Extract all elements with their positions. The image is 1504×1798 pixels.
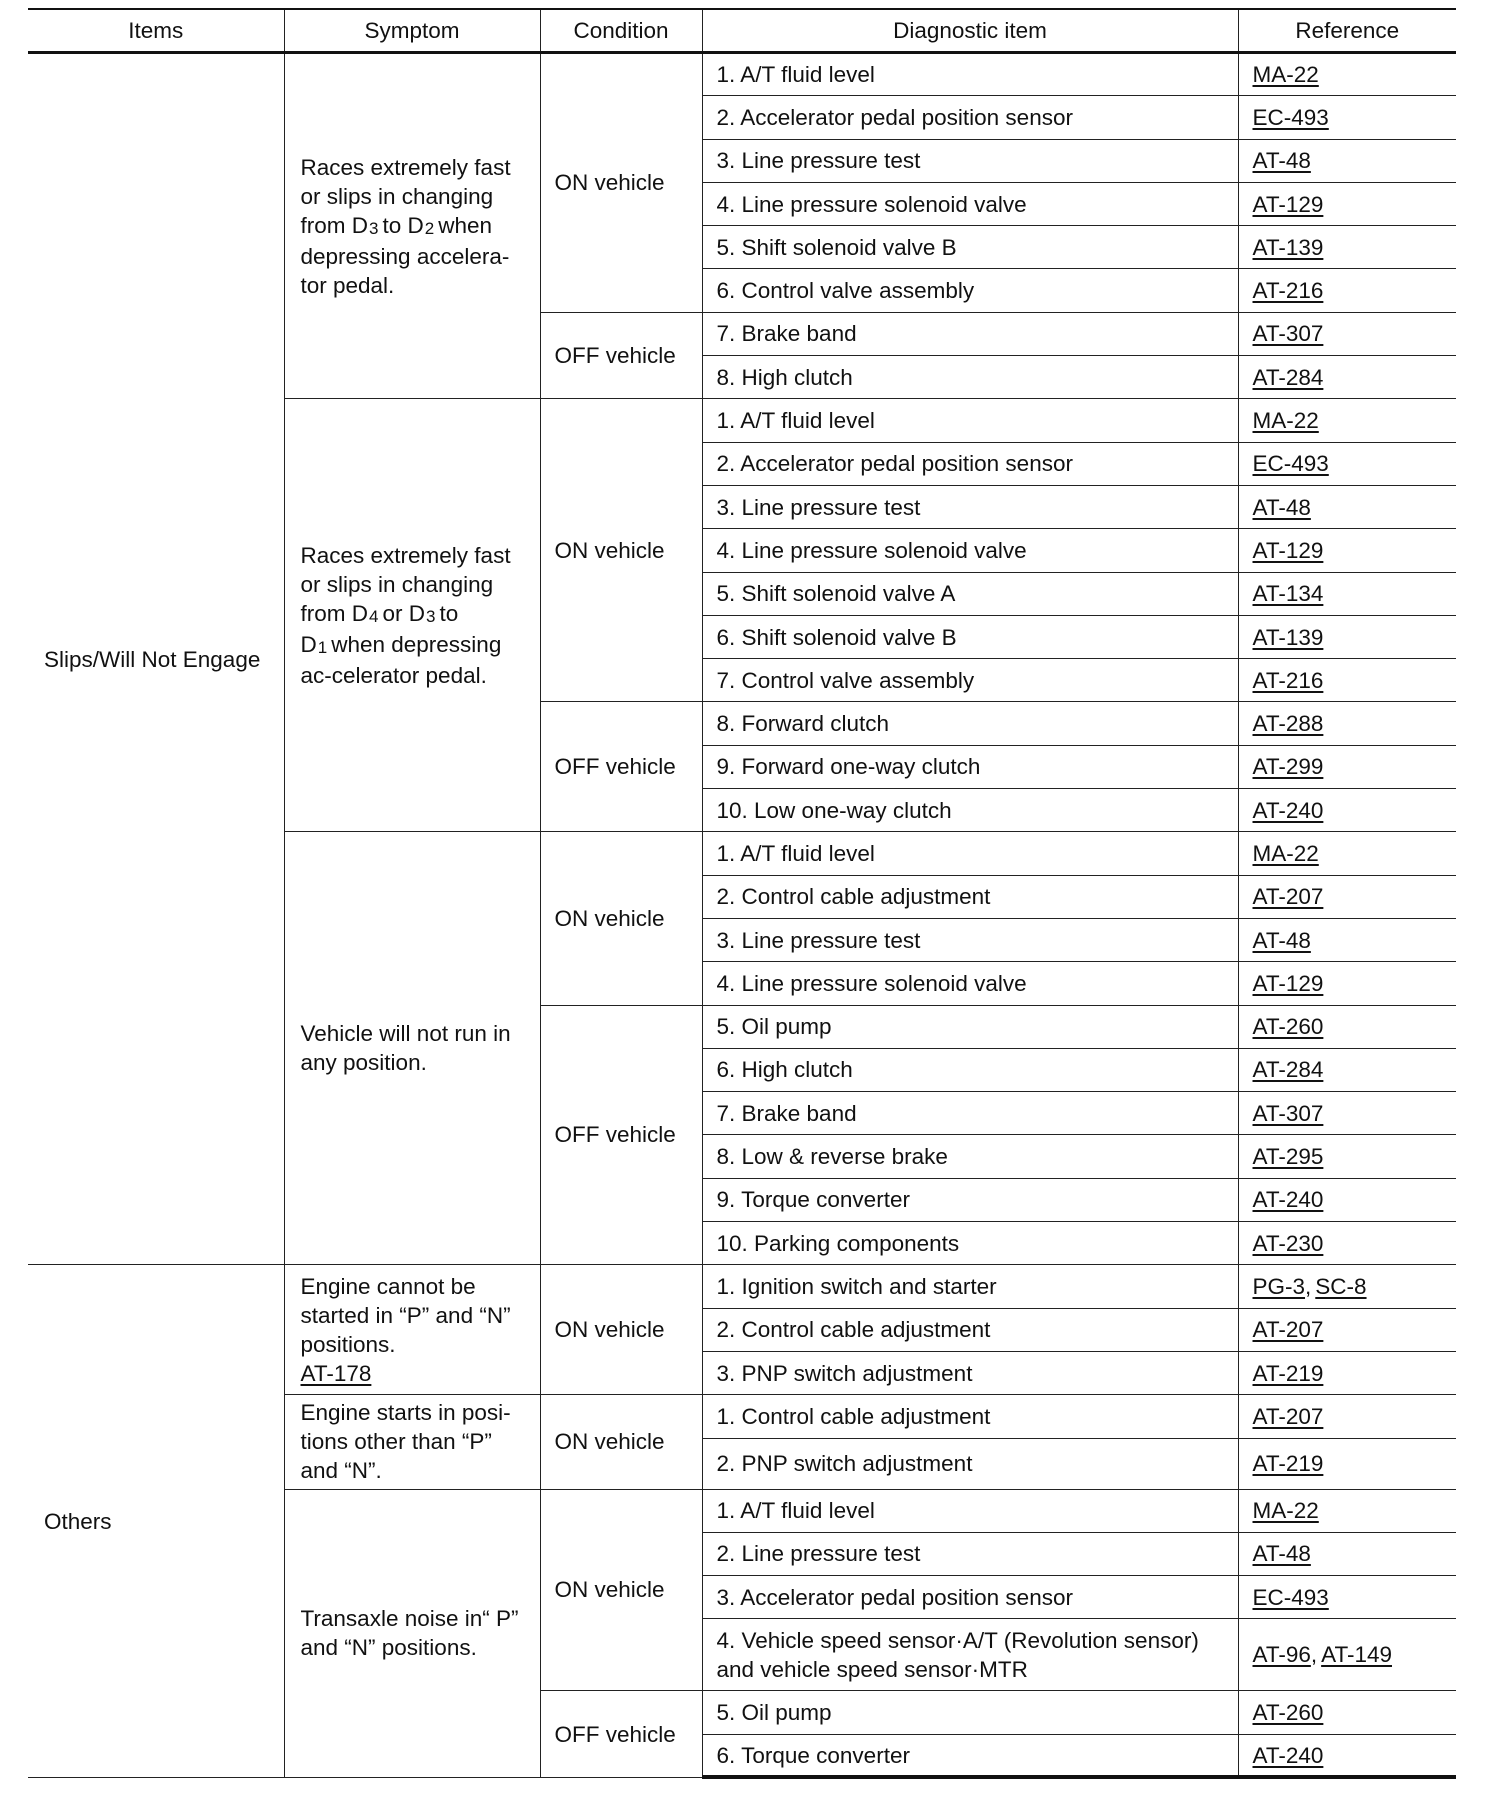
reference-link[interactable]: AT-307 (1252, 321, 1324, 347)
reference-cell (1238, 1576, 1456, 1619)
reference-link[interactable]: AT-288 (1252, 711, 1324, 737)
reference-cell (1238, 1092, 1456, 1135)
table-row (28, 1265, 1456, 1308)
symptom-text: when depressing ac-celerator pedal. (300, 631, 502, 688)
reference-cell (1238, 269, 1456, 312)
reference-link[interactable]: AT-96 (1252, 1642, 1311, 1668)
reference-link[interactable]: AT-207 (1252, 1317, 1324, 1343)
diagnostic-item-cell: 4. Line pressure solenoid valve (702, 182, 1238, 225)
diagnostic-item-cell: 6. High clutch (702, 1048, 1238, 1091)
symptom-text: or D (382, 600, 425, 626)
reference-cell (1238, 1619, 1456, 1691)
reference-link[interactable]: AT-260 (1252, 1014, 1324, 1040)
reference-link[interactable]: AT-129 (1252, 191, 1324, 217)
diagnostic-item-cell: 6. Torque converter (702, 1734, 1238, 1777)
diagnostic-item-cell: 3. Accelerator pedal position sensor (702, 1576, 1238, 1619)
diagnostic-item-cell: 2. Control cable adjustment (702, 1308, 1238, 1351)
reference-link[interactable]: AT-207 (1252, 1403, 1324, 1429)
header-items: Items (28, 9, 284, 53)
condition-cell: ON vehicle (540, 1489, 702, 1691)
reference-link[interactable]: AT-48 (1252, 494, 1311, 520)
reference-link[interactable]: AT-216 (1252, 667, 1324, 693)
reference-cell (1238, 312, 1456, 355)
diagnostic-item-cell: 7. Brake band (702, 312, 1238, 355)
symptom-cell: Vehicle will not run in any position. (284, 832, 540, 1265)
diagnostic-item-cell: 3. Line pressure test (702, 485, 1238, 528)
diagnostic-item-cell: 7. Control valve assembly (702, 659, 1238, 702)
reference-cell (1238, 702, 1456, 745)
diagnostic-item-cell: 2. Accelerator pedal position sensor (702, 442, 1238, 485)
reference-cell (1238, 1265, 1456, 1308)
diagnostic-item-cell: 2. PNP switch adjustment (702, 1438, 1238, 1489)
diagnostic-item-cell: 7. Brake band (702, 1092, 1238, 1135)
reference-link[interactable]: AT-149 (1321, 1642, 1392, 1668)
reference-cell (1238, 399, 1456, 442)
reference-link[interactable]: AT-307 (1252, 1100, 1324, 1126)
reference-link[interactable]: MA-22 (1252, 840, 1319, 866)
reference-link[interactable]: AT-139 (1252, 234, 1324, 260)
header-reference: Reference (1238, 9, 1456, 53)
reference-cell (1238, 356, 1456, 399)
reference-cell (1238, 226, 1456, 269)
reference-cell (1238, 1005, 1456, 1048)
reference-cell (1238, 1438, 1456, 1489)
header-row (28, 9, 1456, 53)
condition-cell: OFF vehicle (540, 1005, 702, 1265)
header-diagnostic-item: Diagnostic item (702, 9, 1238, 53)
condition-cell: ON vehicle (540, 53, 702, 313)
reference-link[interactable]: EC-493 (1252, 451, 1329, 477)
condition-cell: ON vehicle (540, 1395, 702, 1489)
diagnostic-item-cell: 8. Low & reverse brake (702, 1135, 1238, 1178)
reference-cell (1238, 918, 1456, 961)
item-cell-slips: Slips/Will Not Engage (28, 53, 284, 1265)
reference-separator: , (1305, 1273, 1312, 1299)
reference-link[interactable]: AT-240 (1252, 1742, 1324, 1768)
reference-link[interactable]: AT-295 (1252, 1144, 1324, 1170)
reference-cell (1238, 875, 1456, 918)
reference-link[interactable]: SC-8 (1315, 1273, 1367, 1299)
diagnostic-table-container (28, 8, 1456, 1779)
diagnostic-item-cell: 4. Line pressure solenoid valve (702, 962, 1238, 1005)
reference-link[interactable]: AT-48 (1252, 927, 1311, 953)
gear-subscript: 3 (425, 606, 436, 626)
diagnostic-item-cell: 5. Shift solenoid valve B (702, 226, 1238, 269)
reference-cell (1238, 529, 1456, 572)
reference-link[interactable]: AT-48 (1252, 1541, 1311, 1567)
reference-cell (1238, 832, 1456, 875)
reference-link[interactable]: MA-22 (1252, 1498, 1319, 1524)
reference-link[interactable]: AT-260 (1252, 1700, 1324, 1726)
reference-link[interactable]: AT-284 (1252, 1057, 1324, 1083)
diagnostic-item-cell: 1. A/T fluid level (702, 53, 1238, 96)
reference-cell (1238, 1691, 1456, 1734)
reference-cell (1238, 572, 1456, 615)
reference-cell (1238, 1178, 1456, 1221)
reference-cell (1238, 789, 1456, 832)
reference-cell (1238, 96, 1456, 139)
reference-cell (1238, 1351, 1456, 1394)
reference-link[interactable]: AT-216 (1252, 278, 1324, 304)
condition-cell: ON vehicle (540, 399, 702, 702)
gear-subscript: 4 (369, 606, 379, 626)
reference-link[interactable]: AT-240 (1252, 1187, 1324, 1213)
reference-separator: , (1310, 1642, 1318, 1668)
condition-cell: ON vehicle (540, 832, 702, 1005)
reference-cell (1238, 1489, 1456, 1532)
reference-link[interactable]: AT-139 (1252, 624, 1324, 650)
diagnostic-item-cell: 3. Line pressure test (702, 139, 1238, 182)
reference-link[interactable]: AT-230 (1252, 1230, 1324, 1256)
header-symptom: Symptom (284, 9, 540, 53)
reference-link[interactable]: AT-207 (1252, 884, 1324, 910)
reference-cell (1238, 1532, 1456, 1575)
item-cell-others: Others (28, 1265, 284, 1778)
symptom-cell: Engine starts in posi-tions other than “P” and “N”. (284, 1395, 540, 1489)
symptom-cell: Transaxle noise in“ P” and “N” positions. (284, 1489, 540, 1777)
reference-link[interactable]: AT-48 (1252, 148, 1311, 174)
diagnostic-item-cell: 4. Vehicle speed sensor·A/T (Revolution sensor) and vehicle speed sensor·MTR (702, 1619, 1238, 1691)
symptom-text: Races extremely fast or slips in changing from D (300, 154, 511, 238)
reference-link[interactable]: AT-299 (1252, 754, 1324, 780)
table-row (28, 53, 1456, 96)
diagnostic-item-cell: 8. High clutch (702, 356, 1238, 399)
reference-link[interactable]: PG-3 (1252, 1273, 1306, 1299)
reference-link[interactable]: AT-129 (1252, 970, 1324, 996)
reference-cell (1238, 659, 1456, 702)
symptom-text: to D (382, 212, 424, 238)
reference-cell (1238, 182, 1456, 225)
diagnostic-item-cell: 5. Oil pump (702, 1005, 1238, 1048)
diagnostic-item-cell: 5. Oil pump (702, 1691, 1238, 1734)
diagnostic-item-cell: 1. Control cable adjustment (702, 1395, 1238, 1438)
diagnostic-item-cell: 4. Line pressure solenoid valve (702, 529, 1238, 572)
diagnostic-item-cell: 8. Forward clutch (702, 702, 1238, 745)
symptom-cell (284, 399, 540, 832)
diagnostic-item-cell: 1. Ignition switch and starter (702, 1265, 1238, 1308)
diagnostic-item-cell: 2. Accelerator pedal position sensor (702, 96, 1238, 139)
symptom-text: Races extremely fast or slips in changing from D (300, 542, 511, 626)
reference-link[interactable]: MA-22 (1252, 408, 1319, 434)
reference-link[interactable]: EC-493 (1252, 1584, 1329, 1610)
diagnostic-item-cell: 1. A/T fluid level (702, 1489, 1238, 1532)
diagnostic-table (28, 8, 1456, 1779)
diagnostic-item-cell: 2. Line pressure test (702, 1532, 1238, 1575)
symptom-cell (284, 53, 540, 399)
symptom-text: when depressing accelera-tor pedal. (300, 212, 510, 298)
reference-cell (1238, 1135, 1456, 1178)
reference-link[interactable]: AT-284 (1252, 364, 1324, 390)
reference-cell (1238, 442, 1456, 485)
reference-link[interactable]: EC-493 (1252, 104, 1329, 130)
reference-cell (1238, 485, 1456, 528)
condition-cell: OFF vehicle (540, 1691, 702, 1778)
reference-link[interactable]: AT-134 (1252, 581, 1324, 607)
diagnostic-item-cell: 5. Shift solenoid valve A (702, 572, 1238, 615)
diagnostic-item-cell: 10. Parking components (702, 1222, 1238, 1265)
reference-cell (1238, 615, 1456, 658)
diagnostic-item-cell: 2. Control cable adjustment (702, 875, 1238, 918)
symptom-reference-link[interactable]: AT-178 (300, 1360, 372, 1386)
diagnostic-item-cell: 1. A/T fluid level (702, 399, 1238, 442)
diagnostic-item-cell: 3. Line pressure test (702, 918, 1238, 961)
diagnostic-item-cell: 9. Forward one-way clutch (702, 745, 1238, 788)
reference-cell (1238, 1048, 1456, 1091)
reference-cell (1238, 962, 1456, 1005)
diagnostic-item-cell: 9. Torque converter (702, 1178, 1238, 1221)
table-body (28, 53, 1456, 1778)
condition-cell: ON vehicle (540, 1265, 702, 1395)
gear-subscript: 2 (424, 218, 435, 238)
reference-cell (1238, 1734, 1456, 1777)
reference-link[interactable]: AT-129 (1252, 537, 1324, 563)
reference-link[interactable]: AT-219 (1252, 1451, 1324, 1476)
symptom-text: Engine cannot be started in “P” and “N” positions. (300, 1273, 511, 1357)
condition-cell: OFF vehicle (540, 702, 702, 832)
reference-cell (1238, 1222, 1456, 1265)
reference-link[interactable]: AT-240 (1252, 797, 1324, 823)
reference-cell (1238, 139, 1456, 182)
diagnostic-item-cell: 10. Low one-way clutch (702, 789, 1238, 832)
diagnostic-item-cell: 1. A/T fluid level (702, 832, 1238, 875)
reference-cell (1238, 1395, 1456, 1438)
header-condition: Condition (540, 9, 702, 53)
reference-cell (1238, 745, 1456, 788)
reference-cell (1238, 53, 1456, 96)
symptom-text: to D (300, 600, 459, 657)
reference-cell (1238, 1308, 1456, 1351)
condition-cell: OFF vehicle (540, 312, 702, 399)
reference-link[interactable]: MA-22 (1252, 62, 1319, 88)
symptom-cell (284, 1265, 540, 1395)
gear-subscript: 3 (369, 218, 379, 238)
gear-subscript: 1 (317, 637, 328, 657)
diagnostic-item-cell: 6. Shift solenoid valve B (702, 615, 1238, 658)
diagnostic-item-cell: 6. Control valve assembly (702, 269, 1238, 312)
reference-link[interactable]: AT-219 (1252, 1360, 1324, 1386)
diagnostic-item-cell: 3. PNP switch adjustment (702, 1351, 1238, 1394)
